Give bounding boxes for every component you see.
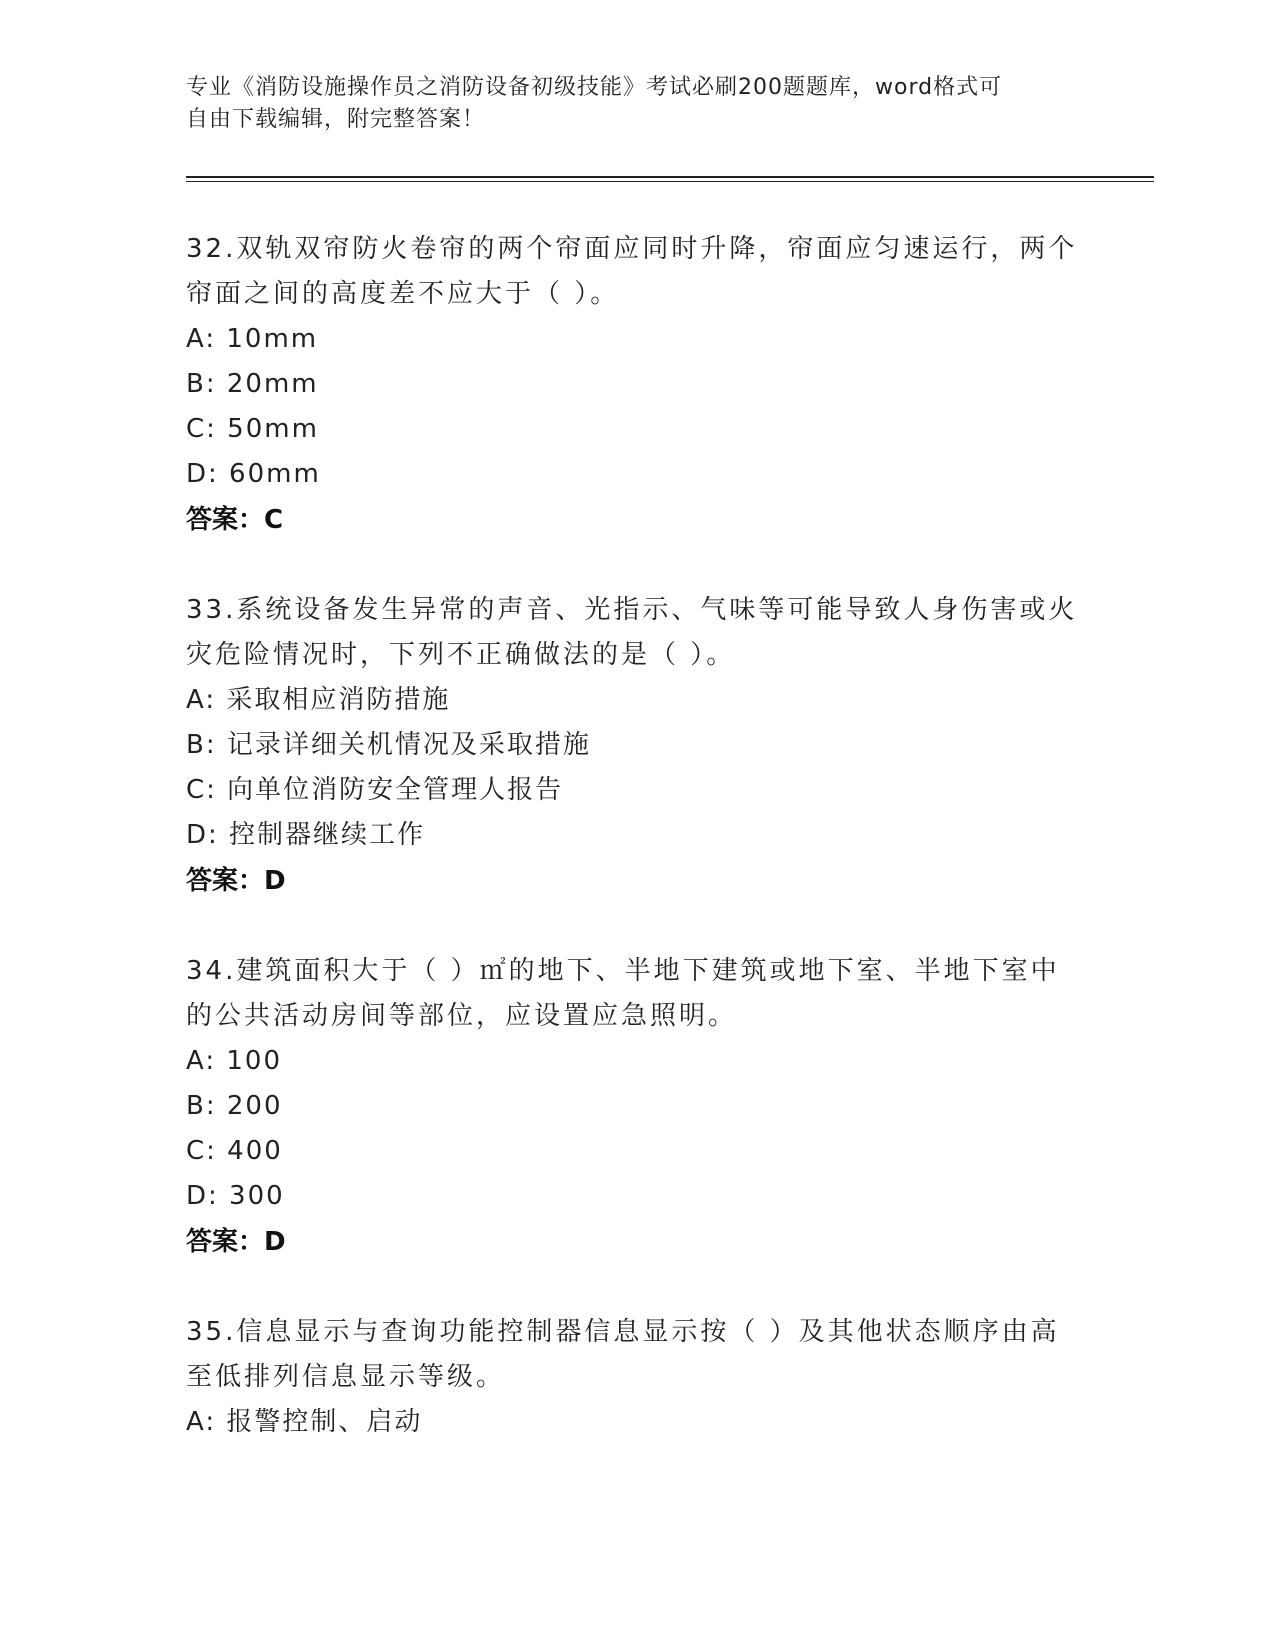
option-d: D: 300 <box>186 1181 285 1211</box>
question-list <box>186 227 1086 1445</box>
document-header <box>186 72 1086 136</box>
header-line-1: 专业《消防设施操作员之消防设备初级技能》考试必刷200题题库，word格式可 <box>186 75 1003 100</box>
question-34 <box>186 949 1086 1265</box>
option-b: B: 200 <box>186 1091 283 1121</box>
question-line: 33.系统设备发生异常的声音、光指示、气味等可能导致人身伤害或火 <box>186 595 1078 625</box>
option-c: C: 400 <box>186 1136 283 1166</box>
option-c: C: 50mm <box>186 414 319 444</box>
question-line: 帘面之间的高度差不应大于（ ）。 <box>186 279 620 309</box>
option-a: A: 报警控制、启动 <box>186 1407 423 1437</box>
question-33 <box>186 588 1086 904</box>
option-a: A: 采取相应消防措施 <box>186 685 451 715</box>
question-35 <box>186 1310 1086 1445</box>
question-line: 35.信息显示与查询功能控制器信息显示按（ ）及其他状态顺序由高 <box>186 1317 1060 1347</box>
option-c: C: 向单位消防安全管理人报告 <box>186 775 564 805</box>
answer: 答案：D <box>186 1227 286 1257</box>
question-line: 34.建筑面积大于（ ）㎡的地下、半地下建筑或地下室、半地下室中 <box>186 956 1060 986</box>
question-32 <box>186 227 1086 543</box>
question-text <box>186 949 1086 1039</box>
header-line-2: 自由下载编辑，附完整答案！ <box>186 107 486 132</box>
option-a: A: 100 <box>186 1046 282 1076</box>
option-d: D: 控制器继续工作 <box>186 820 426 850</box>
question-line: 32.双轨双帘防火卷帘的两个帘面应同时升降，帘面应匀速运行，两个 <box>186 234 1078 264</box>
question-line: 灾危险情况时，下列不正确做法的是（ ）。 <box>186 640 736 670</box>
answer: 答案：D <box>186 866 286 896</box>
answer: 答案：C <box>186 505 284 535</box>
question-text <box>186 588 1086 678</box>
document-page <box>186 72 1086 1490</box>
question-text <box>186 227 1086 317</box>
question-text <box>186 1310 1086 1400</box>
option-d: D: 60mm <box>186 459 321 489</box>
option-b: B: 记录详细关机情况及采取措施 <box>186 730 591 760</box>
header-divider <box>186 176 1154 182</box>
option-b: B: 20mm <box>186 369 319 399</box>
question-line: 至低排列信息显示等级。 <box>186 1362 506 1392</box>
question-line: 的公共活动房间等部位，应设置应急照明。 <box>186 1001 738 1031</box>
option-a: A: 10mm <box>186 324 319 354</box>
